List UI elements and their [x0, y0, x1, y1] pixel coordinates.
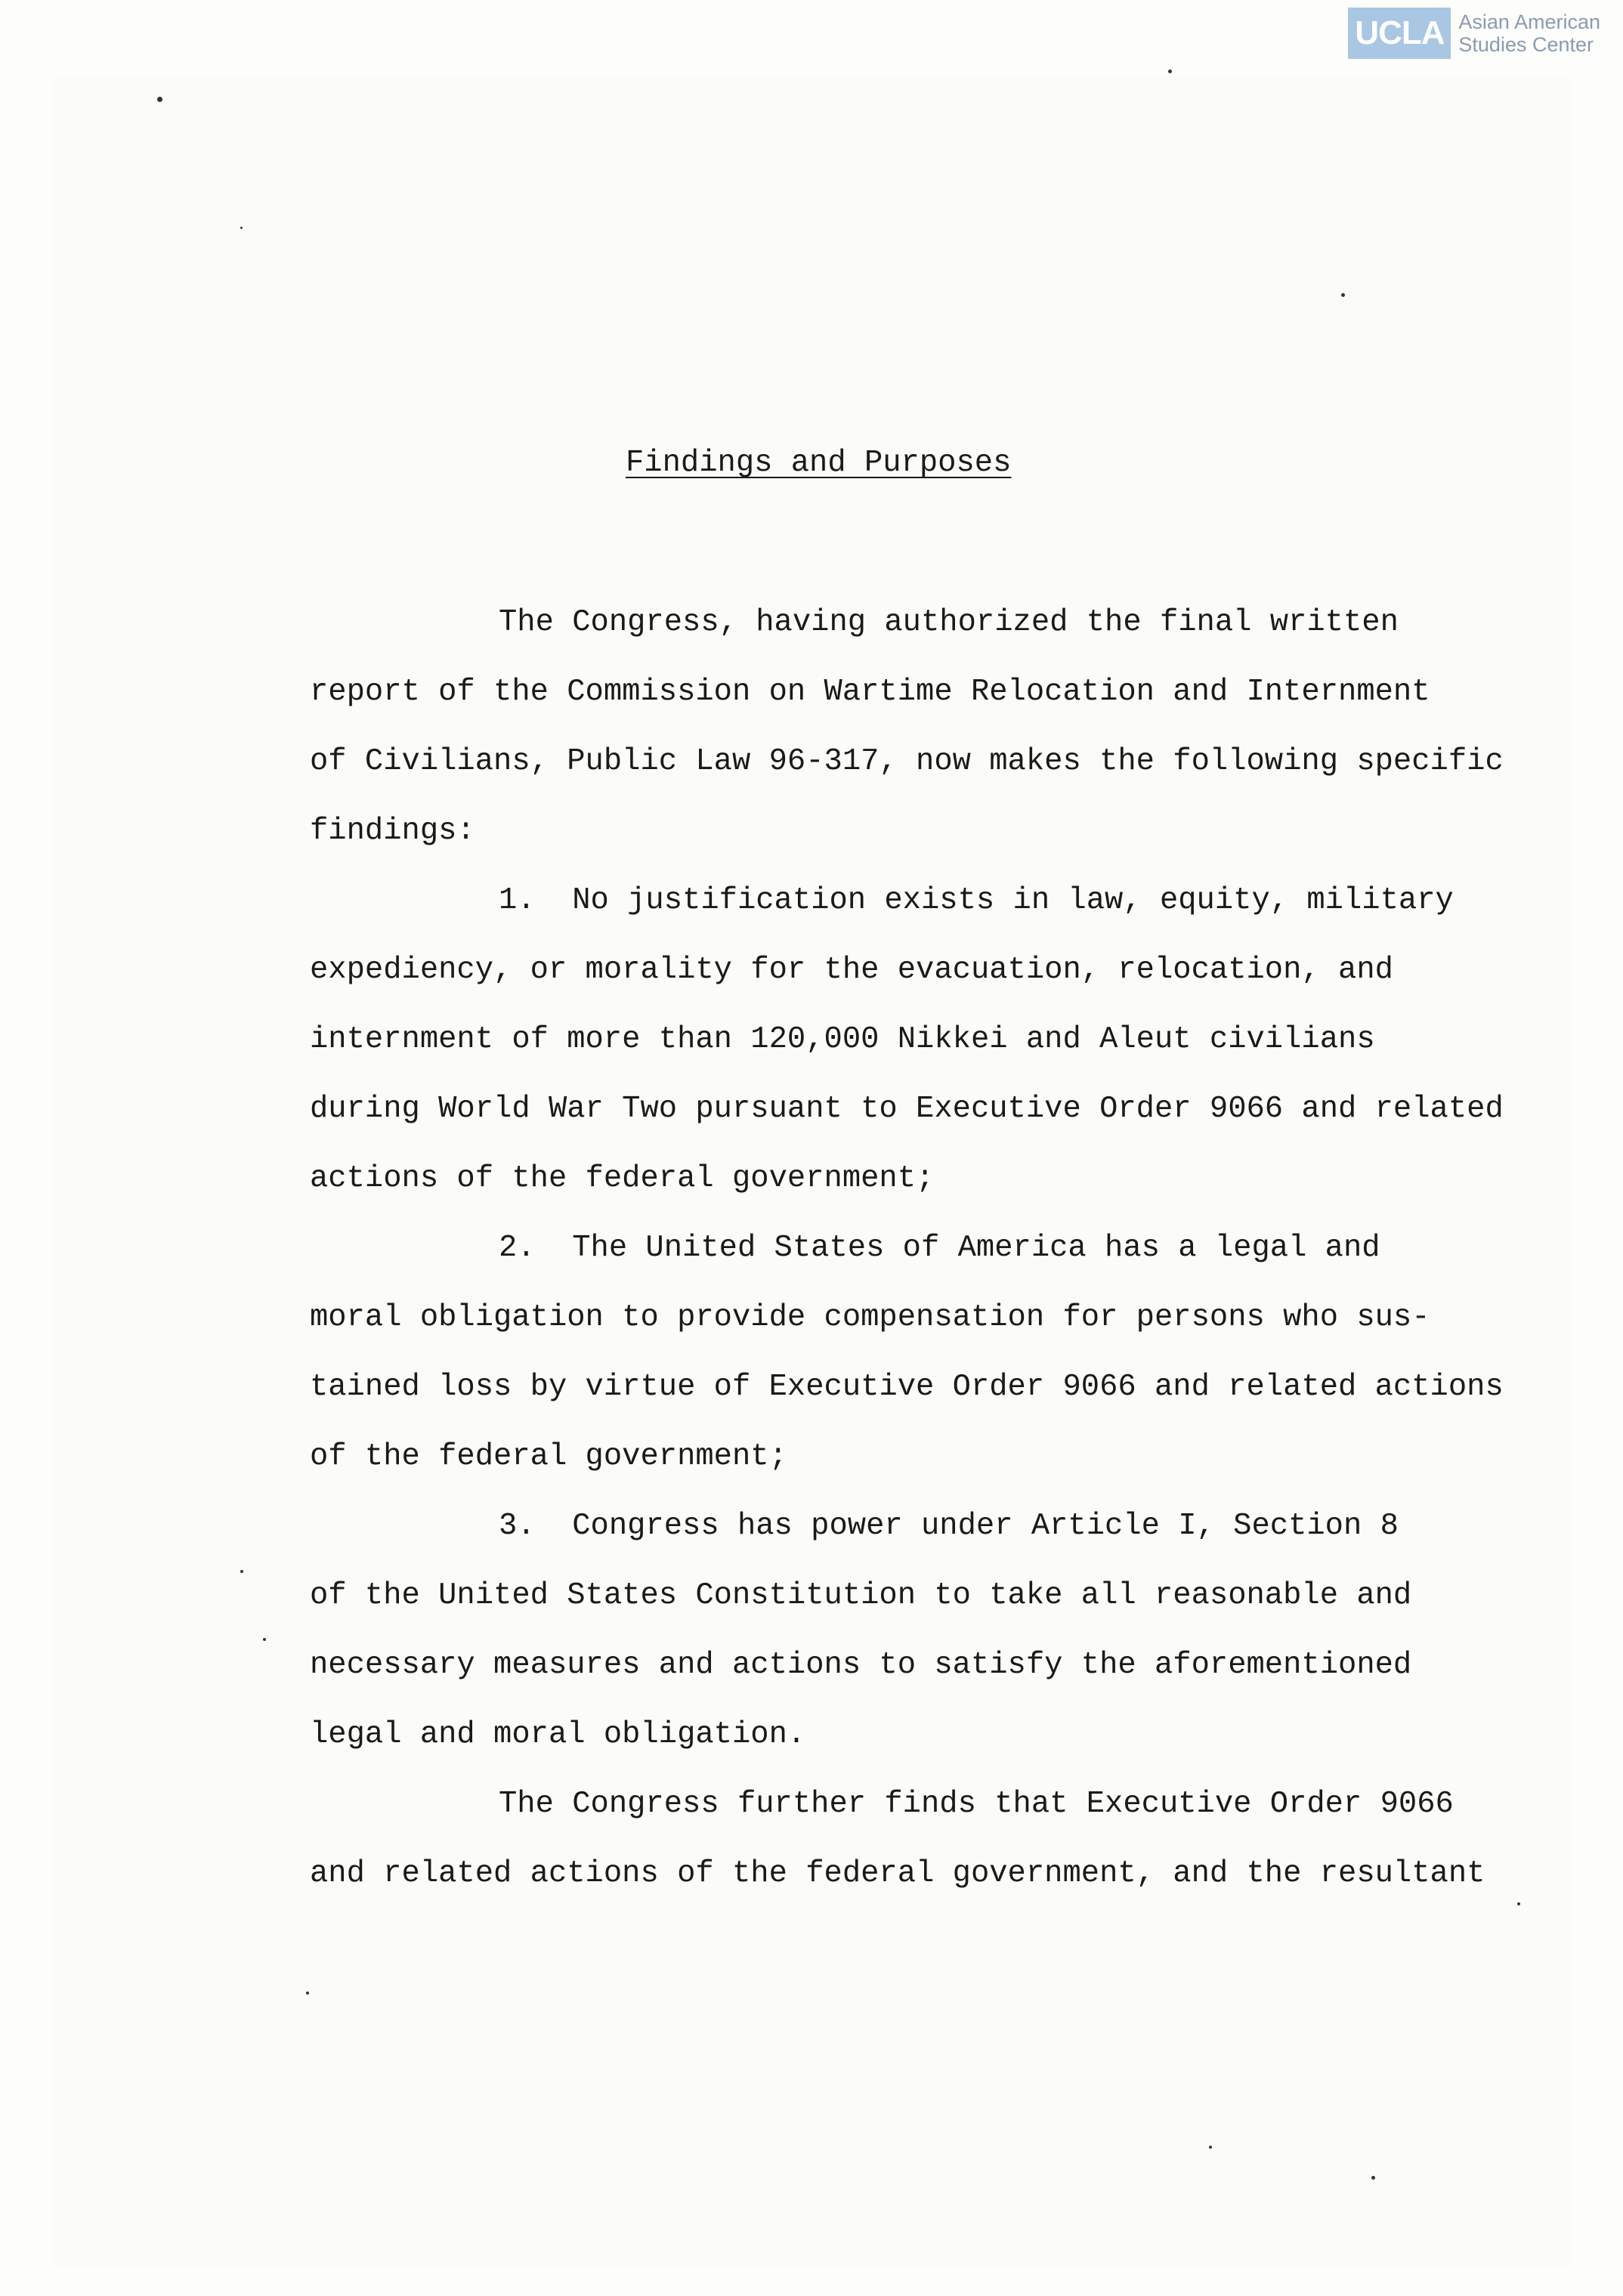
scan-speck — [157, 97, 162, 102]
text-line: actions of the federal government; — [310, 1161, 935, 1196]
text-line: during World War Two pursuant to Executive Order 9066 and related — [310, 1092, 1504, 1126]
text-line: moral obligation to provide compensation for persons who sus- — [310, 1300, 1430, 1335]
ucla-logo: UCLA — [1348, 8, 1451, 59]
scan-speck — [1371, 2176, 1375, 2180]
text-line: report of the Commission on Wartime Relocation and Internment — [310, 675, 1430, 709]
text-line: expediency, or morality for the evacuation, relocation, and — [310, 953, 1393, 987]
scan-speck — [1341, 293, 1345, 297]
center-name — [1458, 11, 1600, 56]
text-line: findings: — [310, 814, 475, 848]
scan-speck — [1517, 1902, 1520, 1905]
scan-speck — [1168, 70, 1172, 73]
center-name-line2: Studies Center — [1458, 33, 1594, 56]
text-line: of Civilians, Public Law 96-317, now makes the following specific — [310, 744, 1504, 779]
archive-watermark — [1348, 8, 1600, 59]
text-line: of the United States Constitution to take all reasonable and — [310, 1578, 1412, 1613]
center-name-line1: Asian American — [1458, 11, 1600, 33]
scan-speck — [306, 1992, 309, 1995]
text-line: 3. Congress has power under Article I, Section 8 — [499, 1509, 1399, 1544]
text-line: The Congress further finds that Executive Order 9066 — [499, 1787, 1454, 1822]
text-line: legal and moral obligation. — [310, 1717, 806, 1752]
scan-speck — [240, 1570, 243, 1573]
text-line: tained loss by virtue of Executive Order 9066 and related actions — [310, 1370, 1504, 1404]
text-line: The Congress, having authorized the final written — [499, 605, 1399, 640]
scan-speck — [1209, 2146, 1212, 2149]
page-title: Findings and Purposes — [626, 446, 1012, 481]
text-line: and related actions of the federal government, and the resultant — [310, 1856, 1485, 1891]
scan-speck — [263, 1638, 266, 1641]
text-line: internment of more than 120,000 Nikkei and Aleut civilians — [310, 1022, 1375, 1057]
text-line: necessary measures and actions to satisfy the aforementioned — [310, 1648, 1412, 1683]
text-line: 1. No justification exists in law, equity, military — [499, 883, 1454, 918]
text-line: 2. The United States of America has a legal and — [499, 1231, 1380, 1265]
text-line: of the federal government; — [310, 1439, 787, 1474]
scan-speck — [240, 227, 243, 229]
